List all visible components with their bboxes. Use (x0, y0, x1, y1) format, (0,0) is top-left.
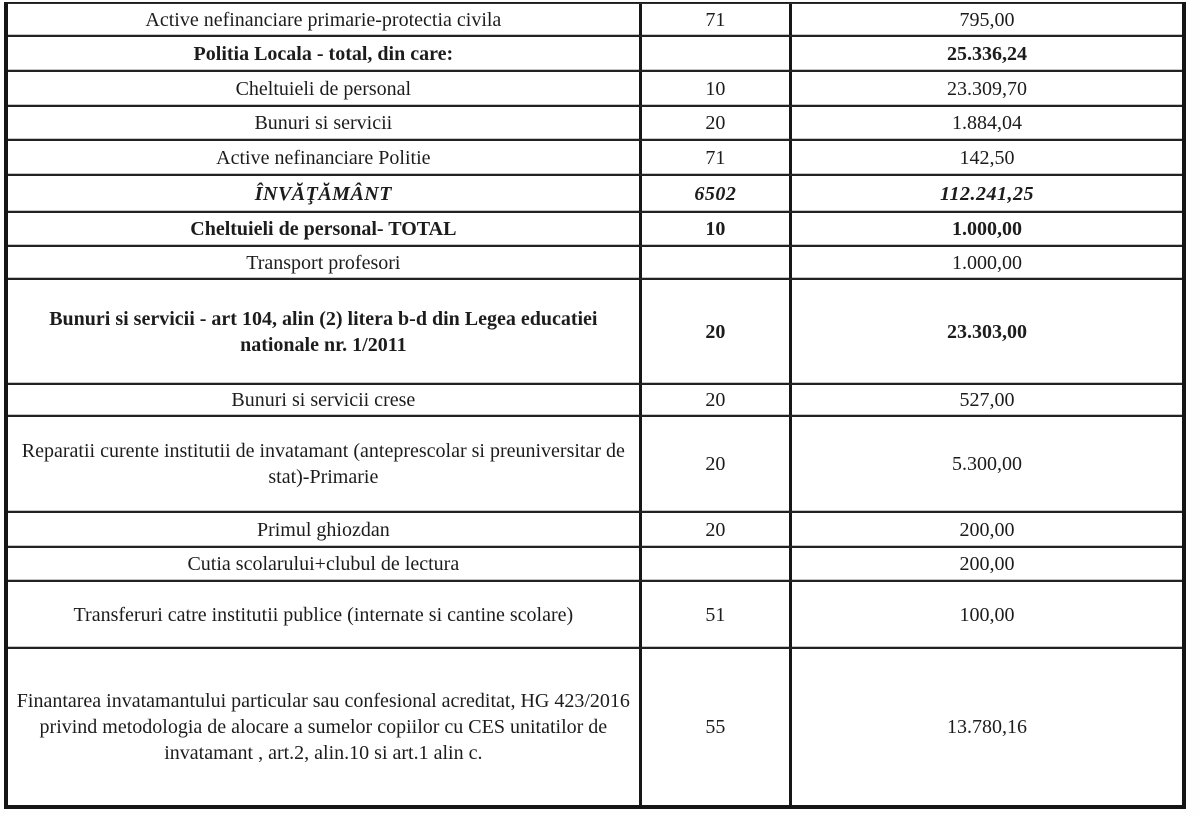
cell-code (642, 37, 792, 70)
cell-amount: 142,50 (959, 146, 1015, 169)
table-row (8, 245, 1182, 278)
table-row (8, 415, 1182, 511)
cell-label: Primul ghiozdan (8, 513, 642, 546)
cell-code: 20 (642, 417, 792, 511)
table-row (8, 278, 1182, 383)
cell-amount: 23.303,00 (947, 320, 1027, 343)
cell-code (642, 247, 792, 278)
cell-label: Bunuri si servicii - art 104, alin (2) litera b-d din Legea educatiei nationale nr. 1/2011 (8, 280, 642, 383)
cell-amount: 100,00 (959, 603, 1015, 626)
cell-label: Transport profesori (8, 247, 642, 278)
cell-label: Bunuri si servicii crese (8, 385, 642, 415)
cell-code: 71 (642, 141, 792, 174)
budget-table (4, 2, 1186, 809)
cell-label: Finantarea invatamantului particular sau confesional acreditat, HG 423/2016 privind metodologia de alocare a sumelor copiilor cu CES unitatilor de invatamant , art.2, alin.10 si art.1 alin c. (8, 649, 642, 805)
cell-label: ÎNVĂŢĂMÂNT (8, 176, 642, 211)
cell-label: Politia Locala - total, din care: (8, 37, 642, 70)
table-row (8, 546, 1182, 580)
cell-label: Reparatii curente institutii de invatamant (anteprescolar si preuniversitar de stat)-Primarie (8, 417, 642, 511)
cell-label: Bunuri si servicii (8, 107, 642, 139)
cell-amount: 1.884,04 (952, 112, 1022, 134)
cell-amount: 23.309,70 (947, 77, 1027, 100)
cell-code: 6502 (642, 176, 792, 211)
cell-amount: 795,00 (959, 8, 1015, 31)
table-row (8, 4, 1182, 35)
table-row (8, 647, 1182, 805)
cell-amount: 200,00 (959, 518, 1015, 541)
cell-code: 20 (642, 385, 792, 415)
cell-label: Active nefinanciare Politie (8, 141, 642, 174)
cell-label: Cutia scolarului+clubul de lectura (8, 548, 642, 580)
cell-amount: 1.000,00 (952, 251, 1022, 274)
cell-amount: 5.300,00 (952, 453, 1022, 475)
cell-amount: 112.241,25 (940, 182, 1034, 205)
cell-amount: 1.000,00 (952, 218, 1022, 240)
table-row (8, 105, 1182, 139)
table-row (8, 580, 1182, 647)
cell-label: Transferuri catre institutii publice (internate si cantine scolare) (8, 582, 642, 647)
cell-amount: 527,00 (959, 389, 1015, 411)
cell-code: 71 (642, 4, 792, 35)
table-row (8, 35, 1182, 70)
cell-code (642, 548, 792, 580)
cell-label: Active nefinanciare primarie-protectia civila (8, 4, 642, 35)
cell-code: 51 (642, 582, 792, 647)
table-row (8, 174, 1182, 211)
cell-code: 10 (642, 72, 792, 105)
cell-amount: 13.780,16 (947, 716, 1027, 738)
cell-code: 20 (642, 280, 792, 383)
table-row (8, 511, 1182, 546)
cell-code: 10 (642, 213, 792, 245)
table-row (8, 211, 1182, 245)
cell-label: Cheltuieli de personal- TOTAL (8, 213, 642, 245)
table-row (8, 70, 1182, 105)
cell-code: 20 (642, 107, 792, 139)
cell-code: 55 (642, 649, 792, 805)
table-row (8, 383, 1182, 415)
cell-code: 20 (642, 513, 792, 546)
cell-amount: 25.336,24 (947, 42, 1027, 65)
table-row (8, 139, 1182, 174)
cell-amount: 200,00 (959, 553, 1015, 575)
cell-label: Cheltuieli de personal (8, 72, 642, 105)
